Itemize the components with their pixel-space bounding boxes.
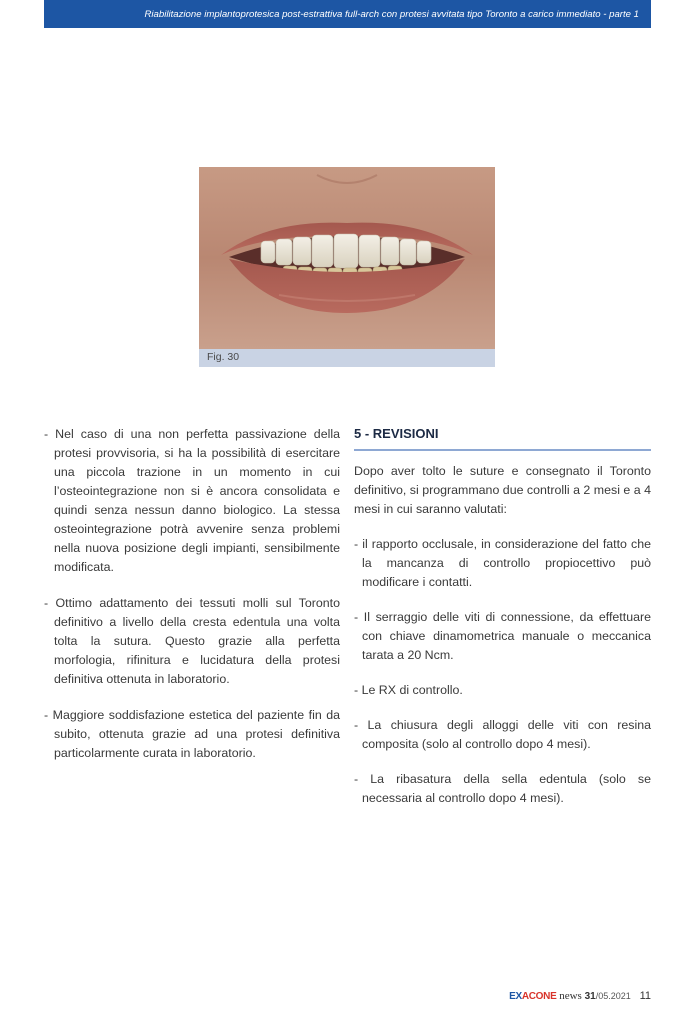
section-intro: Dopo aver tolto le suture e consegnato il Toronto definitivo, si programmano due controlli a 2 mesi e a 4 mesi in cui saranno valutati: bbox=[354, 464, 651, 516]
section-title: 5 - REVISIONI bbox=[354, 426, 439, 441]
list-item: - La chiusura degli alloggi delle viti con resina composita (solo al controllo dopo 4 mesi). bbox=[354, 718, 651, 751]
news-label: news bbox=[559, 990, 582, 1002]
header-bar bbox=[44, 0, 651, 28]
list-item: - Ottimo adattamento dei tessuti molli sul Toronto definitivo a livello della cresta edentula una volta tolta la sutura. Questo grazie alla perfetta morfologia, rifinitura e lucidatura della protesi definitiva ottenuta in laboratorio. bbox=[44, 596, 340, 686]
issue-number: 31 bbox=[584, 991, 596, 1002]
left-column bbox=[44, 425, 340, 763]
smile-photo bbox=[199, 167, 495, 349]
list-item: - Nel caso di una non perfetta passivazione della protesi provvisoria, si ha la possibilità di esercitare una piccola trazione in un momento in cui l’osteointegrazione non si è ancora consolidata e quindi senza nessun danno biologico. La stessa osteointegrazione potrà avvenire senza problemi nella nuova posizione degli impianti, sensibilmente modificata. bbox=[44, 427, 340, 574]
exacone-logo: EXACONE bbox=[509, 991, 557, 1002]
right-column bbox=[354, 425, 651, 808]
list-item: - Le RX di controllo. bbox=[354, 683, 463, 697]
list-item: - Il serraggio delle viti di connessione, da effettuare con chiave dinamometrica manuale o meccanica tarata a 20 Ncm. bbox=[354, 610, 651, 662]
footer bbox=[509, 990, 651, 1002]
list-item: - il rapporto occlusale, in considerazione del fatto che la mancanza di controllo propiocettivo può modificare i contatti. bbox=[354, 537, 651, 589]
teeth-upper bbox=[261, 234, 431, 268]
figure-30 bbox=[199, 167, 495, 367]
page-number: 11 bbox=[639, 990, 651, 1002]
list-item: - La ribasatura della sella edentula (solo se necessaria al controllo dopo 4 mesi). bbox=[354, 772, 651, 805]
section-divider bbox=[354, 449, 651, 451]
header-title: Riabilitazione implantoprotesica post-estrattiva full-arch con protesi avvitata tipo Toronto a carico immediato - parte 1 bbox=[144, 9, 639, 20]
issue-date: /05.2021 bbox=[595, 991, 631, 1001]
figure-caption: Fig. 30 bbox=[207, 351, 240, 363]
list-item: - Maggiore soddisfazione estetica del paziente fin da subito, ottenuta grazie ad una protesi definitiva particolarmente curata in laboratorio. bbox=[44, 708, 340, 760]
